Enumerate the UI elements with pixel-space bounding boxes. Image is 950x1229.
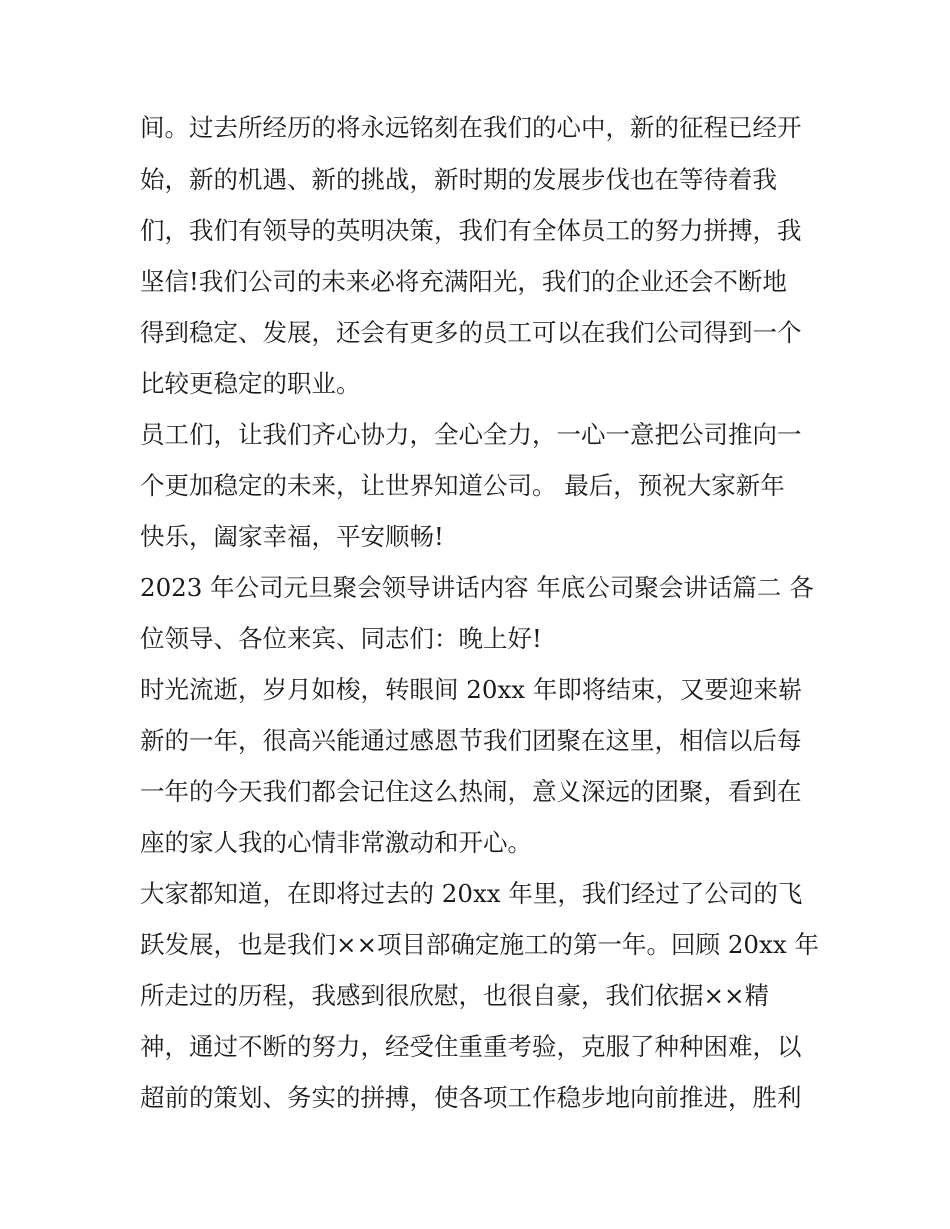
text-line-6: 比较更稳定的职业。 xyxy=(140,369,361,398)
text-line-12: 时光流逝，岁月如梭，转眼间 20xx 年即将结束，又要迎来崭 xyxy=(140,675,803,704)
text-line-20: 超前的策划、务实的拼搏，使各项工作稳步地向前推进，胜利 xyxy=(140,1083,802,1112)
text-line-2: 始，新的机遇、新的挑战，新时期的发展步伐也在等待着我 xyxy=(140,165,777,194)
text-line-7: 员工们，让我们齐心协力，全心全力，一心一意把公司推向一 xyxy=(140,420,802,449)
text-line-9: 快乐，阖家幸福，平安顺畅! xyxy=(140,522,444,551)
text-line-14: 一年的今天我们都会记住这么热闹，意义深远的团聚，看到在 xyxy=(140,777,802,806)
text-line-4: 坚信!我们公司的未来必将充满阳光，我们的企业还会不断地 xyxy=(140,267,787,296)
text-line-5: 得到稳定、发展，还会有更多的员工可以在我们公司得到一个 xyxy=(140,318,802,347)
text-line-10: 2023 年公司元旦聚会领导讲话内容 年底公司聚会讲话篇二 各 xyxy=(140,573,814,602)
text-line-15: 座的家人我的心情非常激动和开心。 xyxy=(140,828,532,857)
text-line-13: 新的一年，很高兴能通过感恩节我们团聚在这里，相信以后每 xyxy=(140,726,802,755)
text-line-11: 位领导、各位来宾、同志们：晚上好! xyxy=(140,624,542,653)
text-line-3: 们，我们有领导的英明决策，我们有全体员工的努力拼搏，我 xyxy=(140,216,802,245)
text-line-16: 大家都知道，在即将过去的 20xx 年里，我们经过了公司的飞 xyxy=(140,879,803,908)
text-line-1: 间。过去所经历的将永远铭刻在我们的心中，新的征程已经开 xyxy=(140,113,802,142)
text-line-17: 跃发展，也是我们××项目部确定施工的第一年。回顾 20xx 年 xyxy=(140,930,819,959)
text-line-18: 所走过的历程，我感到很欣慰，也很自豪，我们依据××精 xyxy=(140,981,770,1010)
text-line-8: 个更加稳定的未来，让世界知道公司。 最后，预祝大家新年 xyxy=(140,471,785,500)
text-line-19: 神，通过不断的努力，经受住重重考验，克服了种种困难，以 xyxy=(140,1032,802,1061)
